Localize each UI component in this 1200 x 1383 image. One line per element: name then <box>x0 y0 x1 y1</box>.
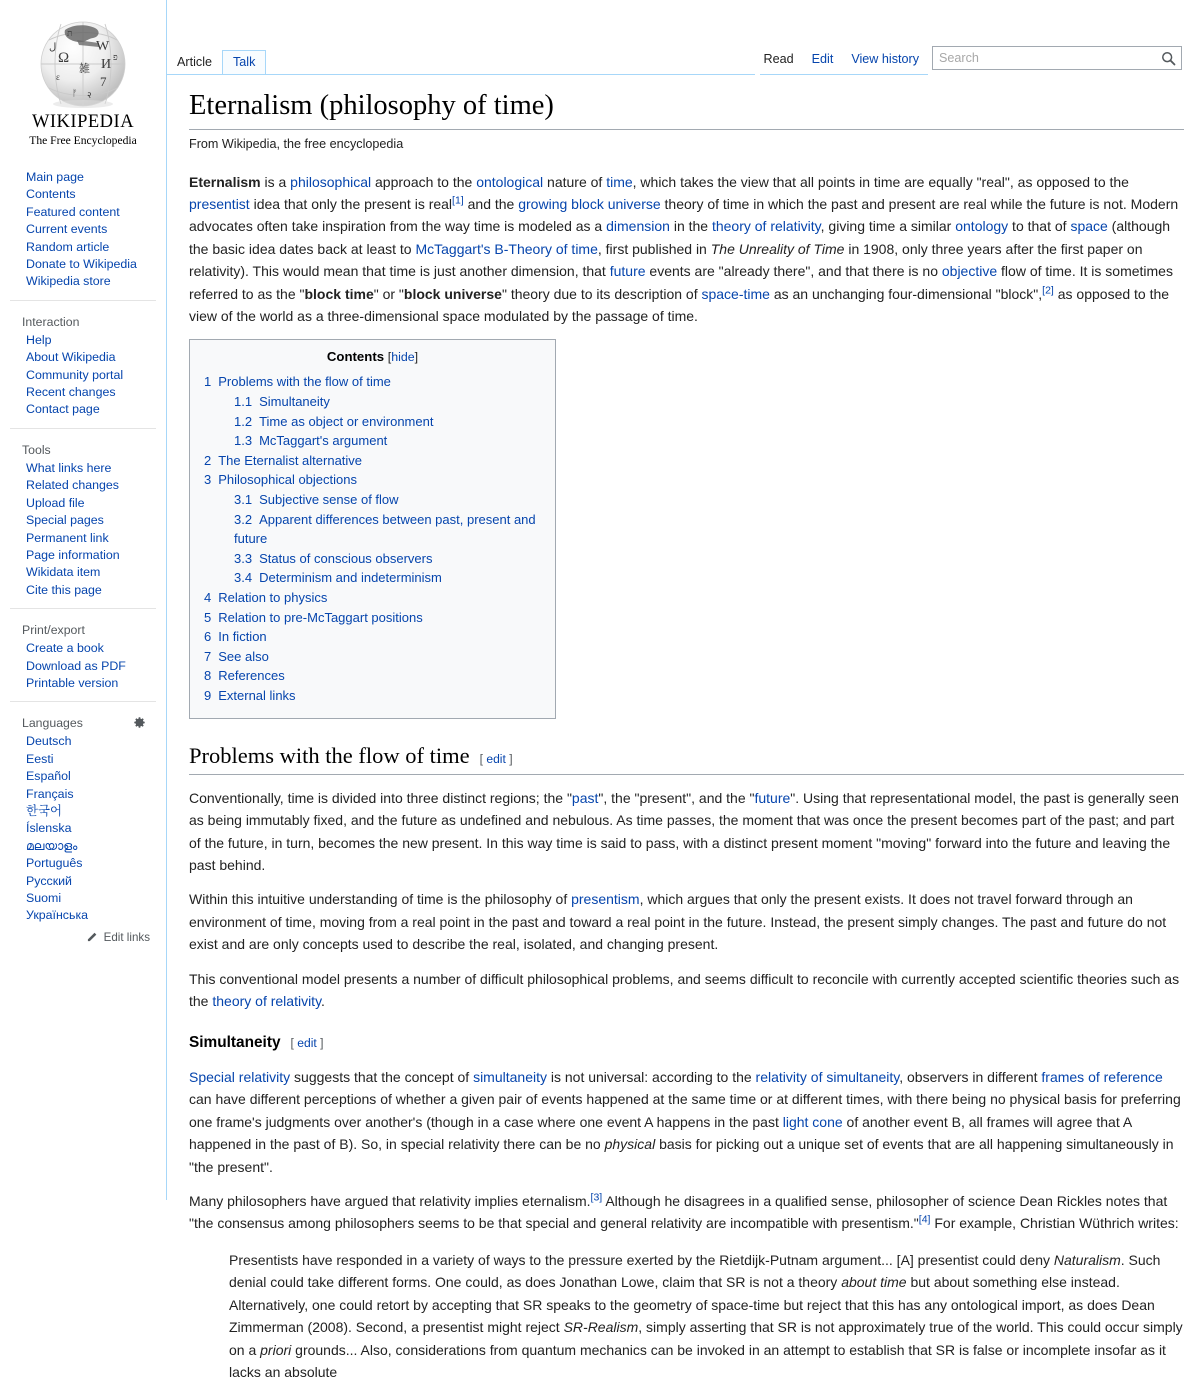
sidebar-item-download-as-pdf[interactable]: Download as PDF <box>26 658 126 673</box>
wiki-link[interactable]: time <box>606 173 633 190</box>
italic-text: SR-Realism <box>563 1319 639 1336</box>
list-item[interactable] <box>0 838 166 855</box>
sidebar-navigation-list <box>0 169 166 291</box>
tab-edit[interactable]: Edit <box>811 52 834 66</box>
toc-link[interactable] <box>204 610 423 625</box>
toc-entry[interactable] <box>202 627 543 647</box>
toc-number: 3.1 <box>234 492 253 508</box>
svg-text:Ω: Ω <box>58 50 70 66</box>
sidebar-divider <box>10 428 156 429</box>
list-item[interactable] <box>0 675 166 692</box>
list-item[interactable] <box>0 256 166 273</box>
sidebar-item-main-page[interactable]: Main page <box>26 170 84 184</box>
toc-link[interactable] <box>204 374 391 389</box>
reference-marker[interactable] <box>919 1214 931 1226</box>
toc-text: McTaggart's argument <box>259 433 388 449</box>
sidebar-heading-print-export: Print/export <box>22 623 85 638</box>
subsection-heading-label: Simultaneity <box>189 1034 281 1052</box>
lead-paragraph: Eternalism is a philosophical approach to the ontological nature of time, which takes the view that all points in time are equally "real", as opposed to the presentist idea that only the present is real[1] and the growing block universe theory of time in which the past and present are real while the future is not. Modern advocates often take inspiration from the way time is modeled as a dimension in the theory of relativity, giving time a similar ontology to that of space (although the basic idea dates back at least to McTaggart's B-Theory of time, first published in The Unreality of Time in 1908, only three years after the first paper on relativity). This would mean that time is just another dimension, that future events are "already there", and that there is no objective flow of time. It is sometimes referred to as the "block time" or "block universe" theory due to its description of space-time as an unchanging four-dimensional "block",[2] as opposed to the view of the world as a three-dimensional space modulated by the passage of time. <box>189 173 1179 325</box>
sidebar-divider <box>10 701 156 702</box>
sidebar-heading-tools: Tools <box>22 442 51 457</box>
list-item[interactable] <box>0 349 166 366</box>
italic-text: Naturalism <box>1053 1251 1121 1268</box>
language-item-eesti[interactable]: Eesti <box>26 751 54 766</box>
list-item[interactable] <box>0 658 166 675</box>
toc-text: Problems with the flow of time <box>218 374 391 390</box>
sidebar-item-contact-page[interactable]: Contact page <box>26 402 100 417</box>
sidebar-item-community-portal[interactable]: Community portal <box>26 367 124 382</box>
toc-list <box>202 372 543 705</box>
wikipedia-wordmark: WIKIPEDIA <box>31 112 135 132</box>
toc-link[interactable] <box>234 570 442 585</box>
list-item[interactable] <box>0 512 166 529</box>
list-item[interactable] <box>0 820 166 837</box>
list-item[interactable] <box>0 733 166 750</box>
wiki-link[interactable]: presentist <box>189 196 250 213</box>
list-item[interactable] <box>0 186 166 203</box>
toc-number: 1.2 <box>234 413 253 429</box>
page-title: Eternalism (philosophy of time) <box>189 88 1184 130</box>
sidebar-item-permanent-link[interactable]: Permanent link <box>26 530 109 545</box>
toc-link[interactable] <box>204 649 269 664</box>
edit-link[interactable]: edit <box>297 1036 317 1051</box>
paragraph-special-relativity: Special relativity suggests that the concept of simultaneity is not universal: according to the relativity of simultaneity, observers in different frames of reference can have different perceptions of whether a given pair of events happened at the same time or at different times, with there being no physical basis for preferring one frame's judgments over another's (though in a case where one event A happens in the past light cone of another event B, all frames will agree that A happened in the past of B). So, in special relativity there can be no physical basis for picking out a unique set of events that are all happening simultaneously in "the present". <box>189 1069 1181 1175</box>
blockquote-text: Presentists have responded in a variety of ways to the pressure exerted by the Rietdijk-Putnam argument... [A] presentist could deny Naturalism. Such denial could take different forms. One could, as does Jonathan Lowe, claim that SR is not a theory about time but about something else instead. Alternatively, one could retort by accepting that SR speaks to the geometry of space-time but reject that this has any ontological import, as does Dean Zimmerman (2008). Second, a presentist might reject SR-Realism, simply asserting that SR is not approximately true of the world. This could occur simply on a priori grounds... Also, considerations from quantum mechanics can be invoked in an attempt to establish that SR is false or incomplete insofar as it lacks an absolute <box>229 1251 1183 1380</box>
toc-link[interactable] <box>234 433 387 448</box>
svg-text:ᚠ: ᚠ <box>72 88 78 98</box>
wiki-link[interactable]: dimension <box>606 218 670 235</box>
toc-entry[interactable] <box>202 372 543 392</box>
sidebar-languages-list <box>0 733 166 924</box>
italic-text: The Unreality of Time <box>710 240 845 257</box>
reference-link[interactable]: [1] <box>452 194 464 207</box>
toc-text: Determinism and indeterminism <box>259 570 442 586</box>
language-item-russian[interactable]: Русский <box>26 873 72 888</box>
wiki-link[interactable]: growing block universe <box>518 196 661 213</box>
wiki-link[interactable]: future <box>609 263 646 280</box>
paragraph-conventional-model: This conventional model presents a number of difficult philosophical problems, and seems difficult to reconcile with currently accepted scientific theories such as the theory of relativity. <box>189 970 1180 1010</box>
toc-entry[interactable] <box>202 470 543 490</box>
list-item[interactable] <box>0 803 166 820</box>
sidebar-item-current-events[interactable]: Current events <box>26 222 108 237</box>
view-tabs <box>755 50 928 70</box>
search-input[interactable] <box>933 47 1155 69</box>
toc-link[interactable] <box>204 629 267 644</box>
reference-marker[interactable] <box>452 194 464 206</box>
svg-text:२: २ <box>87 90 92 100</box>
sidebar-item-what-links-here[interactable]: What links here <box>26 460 112 475</box>
wiki-link[interactable]: space <box>1070 218 1108 235</box>
wiki-link[interactable]: theory of relativity <box>711 218 821 235</box>
wiki-link[interactable]: presentism <box>571 891 640 908</box>
list-item[interactable] <box>0 401 166 418</box>
sidebar-item-related-changes[interactable]: Related changes <box>26 478 119 493</box>
wiki-link[interactable]: Special relativity <box>189 1069 291 1086</box>
toc-number: 1 <box>204 374 212 390</box>
sidebar-item-featured-content[interactable]: Featured content <box>26 204 120 219</box>
list-item[interactable] <box>0 640 166 657</box>
language-item-ukrainska[interactable]: Українська <box>26 908 89 923</box>
reference-link[interactable]: [2] <box>1042 284 1054 296</box>
toc-entry[interactable] <box>202 608 543 628</box>
toc-number: 3 <box>204 472 212 488</box>
paragraph-presentism: Within this intuitive understanding of time is the philosophy of presentism, which argues that only the present exists. It does not travel forward through an environment of time, moving from a real point in the past and toward a real point in the future. Instead, the present simply changes. The past and future do not exist and are only concepts used to describe the real, isolated, and changing present. <box>189 891 1167 953</box>
sidebar-interaction-list <box>0 332 166 419</box>
list-item[interactable] <box>0 204 166 221</box>
wiki-link[interactable]: relativity of simultaneity <box>755 1069 900 1086</box>
list-item[interactable] <box>0 367 166 384</box>
logo-block[interactable] <box>0 0 166 147</box>
sidebar-heading-interaction: Interaction <box>22 314 80 329</box>
toc-entry[interactable] <box>202 510 543 549</box>
views-underline <box>760 74 928 75</box>
sidebar-item-random-article[interactable]: Random article <box>26 239 110 254</box>
sidebar-item-cite-this-page[interactable]: Cite this page <box>26 582 102 597</box>
table-of-contents <box>189 339 556 718</box>
list-item[interactable] <box>0 907 166 924</box>
svg-text:ل: ل <box>49 42 57 53</box>
wikipedia-tagline: The Free Encyclopedia <box>29 134 137 147</box>
list-item[interactable] <box>0 768 166 785</box>
sidebar-item-page-information[interactable]: Page information <box>26 547 120 562</box>
sidebar-heading-languages <box>0 716 166 732</box>
toc-link[interactable] <box>204 453 362 468</box>
language-item-suomi[interactable]: Suomi <box>26 891 62 905</box>
site-subtitle: From Wikipedia, the free encyclopedia <box>189 136 404 151</box>
tabs-underline <box>167 74 755 75</box>
sidebar-portal-interaction <box>0 315 166 419</box>
wiki-link[interactable]: McTaggart's B-Theory of time <box>415 240 598 257</box>
toc-entry[interactable] <box>202 431 543 451</box>
sidebar-portal-languages <box>0 716 166 944</box>
search-button[interactable] <box>1155 47 1181 69</box>
language-item-francais[interactable]: Français <box>26 786 74 801</box>
blockquote-wuthrich <box>229 1249 1184 1383</box>
edit-bracket-close: ] <box>320 1036 324 1051</box>
svg-text:פ: פ <box>113 52 118 62</box>
edit-links-row[interactable] <box>0 931 166 945</box>
toc-hide-link[interactable]: hide <box>391 350 415 365</box>
toc-entry[interactable] <box>202 412 543 432</box>
language-item-korean[interactable]: 한국어 <box>26 803 62 818</box>
language-item-islenska[interactable]: Íslenska <box>26 821 72 836</box>
toc-toggle-close: ] <box>414 350 419 365</box>
list-item[interactable] <box>0 751 166 768</box>
paragraph-conventional-time: Conventionally, time is divided into three distinct regions; the "past", the "present", and the "future". Using that representational model, the past is generally seen as being immutably fixed, and the future as undefined and nebulous. As time passes, the moment that was once the present becomes part of the past; and part of the future, in turn, becomes the new present. In this way time is said to pass, with a distinct present moment "moving" forward into the future and leaving the past behind. <box>189 789 1179 874</box>
italic-text: about time <box>841 1274 907 1291</box>
tab-view-history[interactable]: View history <box>851 52 919 66</box>
toc-entry[interactable] <box>202 490 543 510</box>
list-item[interactable] <box>0 547 166 564</box>
list-item[interactable] <box>0 786 166 803</box>
toc-text: In fiction <box>218 629 267 645</box>
sidebar-item-help[interactable]: Help <box>26 332 52 347</box>
tab-article[interactable]: Article <box>167 51 222 75</box>
magnifier-icon <box>1161 51 1176 66</box>
sidebar-item-wikidata-item[interactable]: Wikidata item <box>26 565 101 580</box>
sidebar-item-printable-version[interactable]: Printable version <box>26 675 119 690</box>
toc-entry[interactable] <box>202 666 543 686</box>
paragraph-many-philosophers: Many philosophers have argued that relativity implies eternalism.[3] Although he disagrees in a qualified sense, philosopher of science Dean Rickles notes that "the consensus among philosophers seems to be that special and general relativity are incompatible with presentism."[4] For example, Christian Wüthrich writes: <box>189 1191 1179 1232</box>
toc-link[interactable] <box>234 492 399 507</box>
toc-number: 1.1 <box>234 394 253 410</box>
list-item[interactable] <box>0 855 166 872</box>
sidebar-item-contents[interactable]: Contents <box>26 187 76 202</box>
toc-text: Time as object or environment <box>259 413 434 429</box>
toc-number: 8 <box>204 668 212 684</box>
wiki-link[interactable]: ontology <box>955 218 1009 235</box>
wiki-link[interactable]: theory of relativity <box>212 993 322 1010</box>
edit-link[interactable]: edit <box>486 751 506 766</box>
sidebar-item-wikipedia-store[interactable]: Wikipedia store <box>26 274 111 289</box>
list-item[interactable] <box>0 873 166 890</box>
sidebar-print-export-list <box>0 640 166 692</box>
edit-links-label[interactable]: Edit links <box>103 930 150 944</box>
toc-entry[interactable] <box>202 451 543 471</box>
toc-number: 3.4 <box>234 570 253 586</box>
list-item[interactable] <box>0 273 166 290</box>
tab-talk[interactable]: Talk <box>222 50 266 75</box>
toc-toggle[interactable] <box>388 350 418 364</box>
search-box[interactable] <box>932 46 1182 70</box>
sidebar-item-donate[interactable]: Donate to Wikipedia <box>26 257 137 272</box>
reference-link[interactable]: [4] <box>918 1213 931 1226</box>
wiki-link[interactable]: space-time <box>701 285 770 302</box>
toc-number: 5 <box>204 609 212 625</box>
list-item[interactable] <box>0 564 166 581</box>
toc-text: Relation to pre-McTaggart positions <box>218 609 423 625</box>
bold-text: block universe <box>403 285 502 302</box>
list-item[interactable] <box>0 477 166 494</box>
toc-link[interactable] <box>204 590 327 605</box>
language-item-portugues[interactable]: Português <box>26 856 83 871</box>
wiki-link[interactable]: light cone <box>782 1113 843 1130</box>
bold-text: Eternalism <box>189 173 261 190</box>
article-body <box>189 88 1184 1383</box>
wiki-link[interactable]: frames of reference <box>1041 1069 1163 1086</box>
list-item[interactable] <box>0 582 166 599</box>
toc-toggle-open: [ <box>387 350 392 365</box>
sidebar-divider <box>10 300 156 301</box>
subsection-heading-simultaneity <box>189 1032 1184 1054</box>
toc-number: 2 <box>204 452 212 468</box>
language-item-malayalam[interactable]: മലയാളം <box>26 838 78 853</box>
list-item[interactable] <box>0 384 166 401</box>
list-item[interactable] <box>0 530 166 547</box>
edit-bracket-open: [ <box>479 751 483 766</box>
edit-section-link-1[interactable] <box>480 752 513 766</box>
language-item-espanol[interactable]: Español <box>26 769 71 784</box>
wiki-link[interactable]: past <box>571 789 599 806</box>
toc-text: The Eternalist alternative <box>218 452 363 468</box>
list-item[interactable] <box>0 495 166 512</box>
wiki-link[interactable]: philosophical <box>290 173 372 190</box>
toc-number: 7 <box>204 648 212 664</box>
sidebar-portal-navigation <box>0 169 166 291</box>
list-item[interactable] <box>0 221 166 238</box>
toc-link[interactable] <box>234 551 433 566</box>
toc-text: Simultaneity <box>259 394 330 410</box>
toc-number: 3.3 <box>234 550 253 566</box>
toc-text: Apparent differences between past, present and future <box>234 511 536 547</box>
sidebar-item-create-a-book[interactable]: Create a book <box>26 641 104 656</box>
svg-text:雑: 雑 <box>79 63 90 75</box>
sidebar-languages-label: Languages <box>22 716 83 731</box>
tab-read[interactable]: Read <box>763 52 794 66</box>
italic-text: physical <box>604 1136 656 1153</box>
toc-entry[interactable] <box>202 549 543 569</box>
list-item[interactable] <box>0 239 166 256</box>
list-item[interactable] <box>0 169 166 186</box>
reference-link[interactable]: [3] <box>590 1191 603 1204</box>
toc-number: 3.2 <box>234 511 253 527</box>
bold-text: block time <box>304 285 374 302</box>
svg-text:ε: ε <box>56 72 60 82</box>
svg-text:И: И <box>101 57 112 72</box>
namespace-tabs <box>167 46 266 75</box>
toc-link[interactable] <box>204 668 285 683</box>
toc-text: See also <box>218 648 269 664</box>
sidebar <box>0 0 166 1200</box>
wiki-link[interactable]: simultaneity <box>473 1069 547 1086</box>
toc-link[interactable] <box>204 688 296 703</box>
sidebar-divider <box>10 608 156 609</box>
content-column <box>166 0 1200 1380</box>
wiki-link[interactable]: ontological <box>476 173 544 190</box>
edit-bracket-close: ] <box>509 751 513 766</box>
toc-entry[interactable] <box>202 568 543 588</box>
toc-number: 1.3 <box>234 433 253 449</box>
toc-number: 9 <box>204 687 212 703</box>
sidebar-portal-print-export <box>0 623 166 692</box>
list-item[interactable] <box>0 890 166 907</box>
section-heading-label: Problems with the flow of time <box>189 742 470 768</box>
list-item[interactable] <box>0 460 166 477</box>
toc-entry[interactable] <box>202 686 543 706</box>
sidebar-item-upload-file[interactable]: Upload file <box>26 495 85 510</box>
svg-text:7: 7 <box>100 74 107 89</box>
wikipedia-globe-logo[interactable] <box>29 10 137 108</box>
wiki-link[interactable]: future <box>754 789 791 806</box>
sidebar-item-about-wikipedia[interactable]: About Wikipedia <box>26 350 116 365</box>
toc-text: Philosophical objections <box>218 472 357 488</box>
language-item-deutsch[interactable]: Deutsch <box>26 734 72 749</box>
wiki-link[interactable]: objective <box>941 263 998 280</box>
sidebar-portal-tools <box>0 443 166 599</box>
sidebar-item-special-pages[interactable]: Special pages <box>26 513 104 528</box>
list-item[interactable] <box>0 332 166 349</box>
toc-text: External links <box>218 687 296 703</box>
pencil-icon <box>87 932 101 945</box>
toc-link[interactable] <box>204 472 357 487</box>
toc-text: Status of conscious observers <box>259 550 433 566</box>
toc-entry[interactable] <box>202 392 543 412</box>
italic-text: priori <box>260 1341 292 1358</box>
svg-text:ת: ת <box>67 28 73 38</box>
toc-text: Subjective sense of flow <box>259 492 399 508</box>
toc-number: 4 <box>204 590 212 605</box>
toc-title <box>202 349 543 364</box>
toc-link[interactable] <box>234 414 433 429</box>
toc-text: References <box>218 668 285 684</box>
section-heading-problems-with-the-flow-of-time <box>189 741 1184 775</box>
gear-icon[interactable] <box>133 716 146 729</box>
reference-marker[interactable] <box>591 1191 603 1203</box>
sidebar-item-recent-changes[interactable]: Recent changes <box>26 385 116 400</box>
toc-title-label: Contents <box>326 349 385 365</box>
toc-entry[interactable] <box>202 647 543 667</box>
toc-link[interactable] <box>234 394 330 409</box>
reference-marker[interactable] <box>1042 284 1054 296</box>
toc-entry[interactable] <box>202 588 543 608</box>
edit-section-link-simultaneity[interactable] <box>291 1036 324 1050</box>
edit-bracket-open: [ <box>290 1036 294 1051</box>
toc-text: Relation to physics <box>218 590 328 605</box>
toc-link[interactable] <box>234 512 536 547</box>
sidebar-tools-list <box>0 460 166 599</box>
svg-text:W: W <box>96 39 110 54</box>
toc-number: 6 <box>204 629 212 645</box>
